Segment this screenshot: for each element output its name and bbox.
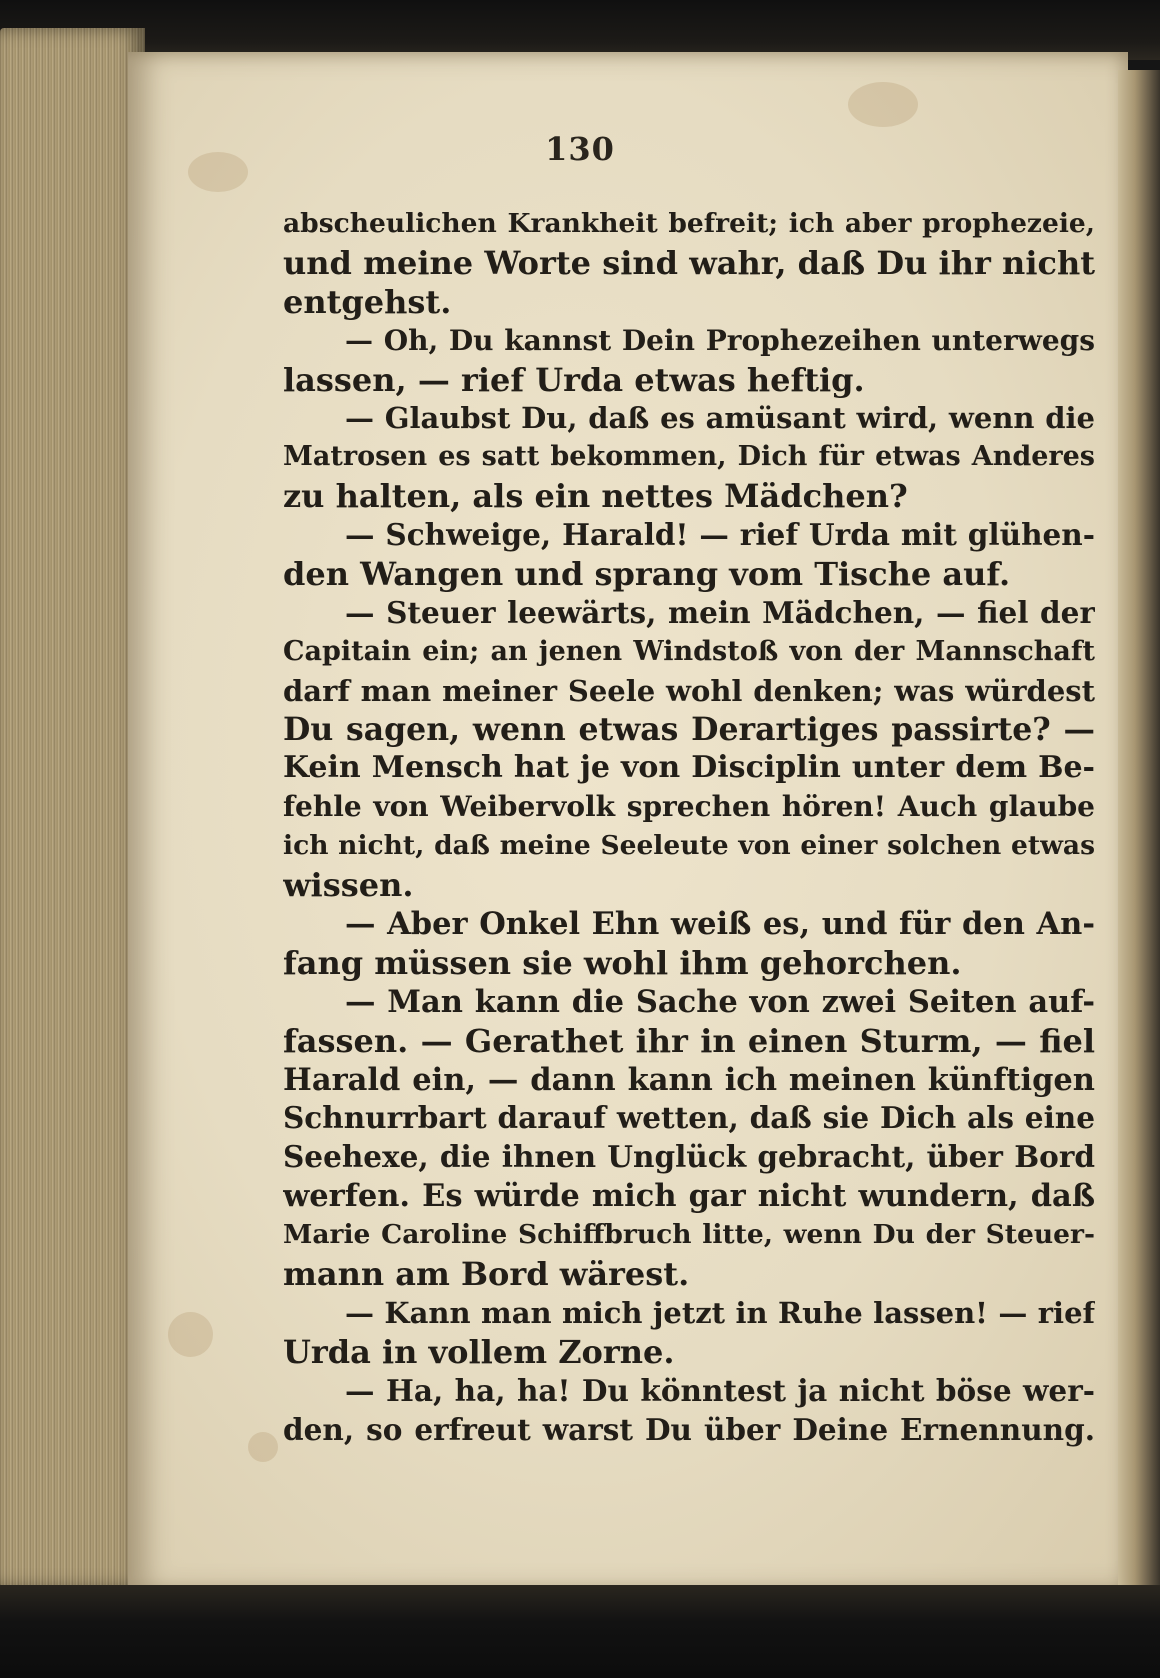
text-line: — Aber Onkel Ehn weiß es, und für den An- [345, 906, 1095, 943]
text-line: Harald ein, — dann kann ich meinen künftigen [283, 1061, 1095, 1098]
book-cover-top [0, 0, 1160, 60]
page-stain [248, 1432, 278, 1462]
text-line: werfen. Es würde mich gar nicht wundern, daß [283, 1178, 1095, 1215]
text-line: fang müssen sie wohl ihm gehorchen. [283, 943, 962, 982]
text-line: Capitain ein; an jenen Windstoß von der Mannschaft [283, 635, 1095, 667]
text-line: — Steuer leewärts, mein Mädchen, — fiel der [345, 594, 1095, 630]
text-line: Seehexe, die ihnen Unglück gebracht, über Bord [283, 1139, 1095, 1175]
text-line: und meine Worte sind wahr, daß Du ihr nicht [283, 243, 1095, 282]
text-line: Schnurrbart darauf wetten, daß sie Dich als eine [283, 1100, 1095, 1136]
text-line: — Glaubst Du, daß es amüsant wird, wenn die [345, 401, 1095, 436]
text-line: mann am Bord wärest. [283, 1255, 690, 1294]
page-right-edge [1118, 70, 1160, 1590]
text-line: — Schweige, Harald! — rief Urda mit glühen- [345, 517, 1095, 553]
text-line: Kein Mensch hat je von Disciplin unter dem Be- [283, 750, 1095, 786]
text-line: abscheulichen Krankheit befreit; ich aber prophezeie, [283, 208, 1095, 239]
text-line: — Kann man mich jetzt in Ruhe lassen! — rief [345, 1295, 1095, 1330]
page-stain [168, 1312, 213, 1357]
text-line: lassen, — rief Urda etwas heftig. [283, 360, 865, 399]
text-line: — Oh, Du kannst Dein Prophezeihen unterwegs [345, 323, 1095, 357]
text-line: fehle von Weibervolk sprechen hören! Auch glaube [283, 790, 1095, 824]
text-line: den Wangen und sprang vom Tische auf. [283, 555, 1011, 594]
text-line: ich nicht, daß meine Seeleute von einer solchen etwas [283, 830, 1095, 862]
page-edges [0, 28, 145, 1588]
page-number: 130 [545, 130, 615, 168]
text-line: entgehst. [283, 282, 452, 321]
text-line: den, so erfreut warst Du über Deine Ernennung. [283, 1411, 1095, 1447]
body-text [283, 205, 1095, 1450]
text-line: zu halten, als ein nettes Mädchen? [283, 477, 908, 516]
book-cover-bottom [0, 1585, 1160, 1678]
text-line: Matrosen es satt bekommen, Dich für etwas Anderes [283, 441, 1095, 473]
text-line: — Man kann die Sache von zwei Seiten auf- [345, 983, 1095, 1020]
text-line: fassen. — Gerathet ihr in einen Sturm, — fiel [283, 1021, 1095, 1060]
text-line: darf man meiner Seele wohl denken; was würdest [283, 673, 1095, 708]
text-line: wissen. [283, 866, 414, 905]
text-line: Urda in vollem Zorne. [283, 1332, 675, 1371]
text-line: Du sagen, wenn etwas Derartiges passirte? — [283, 710, 1095, 748]
text-line: — Ha, ha, ha! Du könntest ja nicht böse wer- [345, 1372, 1095, 1408]
page-stain [848, 82, 918, 127]
text-line: Marie Caroline Schiffbruch litte, wenn Du der Steuer- [283, 1219, 1095, 1251]
